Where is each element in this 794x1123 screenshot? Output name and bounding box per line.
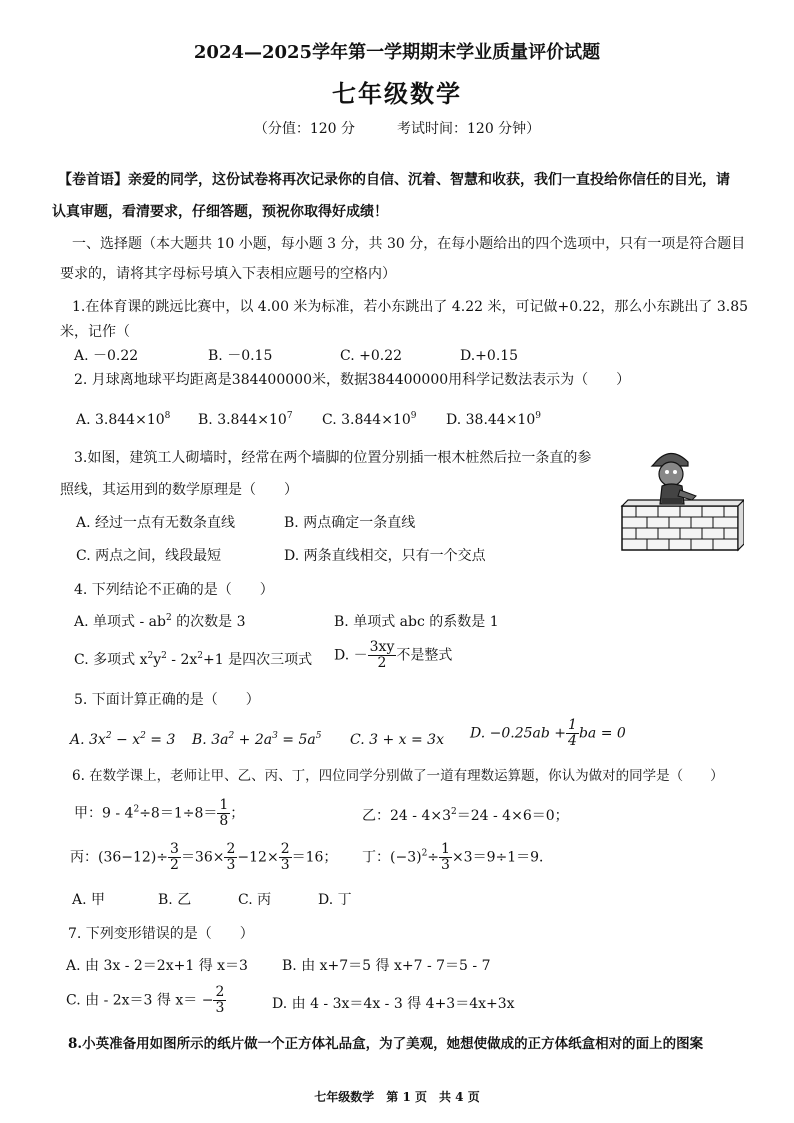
exam-subject: 七年级数学 (332, 79, 462, 108)
q1-stem-line-1: 1.在体育课的跳远比赛中，以 4.00 米为标准，若小东跳出了 4.22 米，可记做+0.22，那么小东跳出了 3.85 (72, 299, 749, 315)
q6-option-d: D. 丁 (318, 892, 352, 908)
q1-option-b: B. －0.15 (208, 348, 273, 364)
q4-option-d: D. － $\frac{3xy}{2}$ 不是整式 (334, 639, 453, 671)
q3-option-b: B. 两点确定一条直线 (284, 515, 416, 531)
section-1-heading: 一、选择题（本大题共 10 小题，每小题 3 分，共 30 分，在每小题给出的四个选项中，只有一项是符合题目 (72, 236, 746, 252)
q2-option-a: A. $3.844\times 10^8$ (76, 411, 171, 428)
exam-info: （分值：120 分 考试时间：120 分钟） (253, 121, 541, 137)
q3-option-d: D. 两条直线相交，只有一个交点 (284, 548, 486, 564)
q7-stem: 7. 下列变形错误的是（ ） (68, 926, 254, 942)
q6-ding: 丁：$(-3)^2\div$ $\frac{1}{3}$ ×3＝9÷1＝9． (362, 841, 554, 873)
q4-stem: 4. 下列结论不正确的是（ ） (74, 582, 274, 598)
q6-option-c: C. 丙 (238, 892, 272, 908)
q3-stem-line-2: 照线，其运用到的数学原理是（ ） (60, 482, 298, 498)
q1-stem-line-2: 米，记作（ (60, 324, 130, 340)
q2-stem: 2. 月球离地球平均距离是384400000米，数据384400000用科学记数法表示为（ ） (74, 372, 631, 388)
q1-option-c: C. +0.22 (340, 348, 403, 364)
exam-title: 2024—2025学年第一学期期末学业质量评价试题 (193, 42, 601, 63)
q4-option-a: A. 单项式 - $ab^2$ 的次数是 3 (74, 613, 246, 630)
q7-option-d: D. 由 4 - 3x＝4x - 3 得 4+3＝4x+3x (272, 996, 515, 1012)
q2-option-b: B. $3.844\times 10^7$ (198, 411, 293, 428)
q4-option-c: C. 多项式 $x^2y^2 - 2x^2+1$ 是四次三项式 (74, 651, 313, 668)
q2-option-c: C. $3.844\times 10^9$ (322, 411, 417, 428)
worker-on-brick-wall-illustration (616, 442, 744, 552)
q7-option-a: A. 由 3x - 2＝2x+1 得 x＝3 (66, 958, 248, 974)
q5-option-a: A. $3x^2 - x^2 = 3$ (70, 731, 176, 748)
q6-jia: 甲：$9 - 4^2\div 8=1\div 8=$ $\frac{1}{8}$ ； (74, 797, 245, 829)
q3-option-c: C. 两点之间，线段最短 (76, 548, 222, 564)
q7-option-b: B. 由 x+7＝5 得 x+7 - 7＝5 - 7 (282, 958, 491, 974)
q3-option-a: A. 经过一点有无数条直线 (76, 515, 236, 531)
q4-option-d-fraction: $\frac{3xy}{2}$ (369, 639, 395, 671)
q7-option-c: C. 由 - 2x＝3 得 x＝ − $\frac{2}{3}$ (66, 984, 225, 1016)
q2-option-d: D. $38.44\times 10^9$ (446, 411, 541, 428)
q1-option-a: A. －0.22 (74, 348, 139, 364)
q3-stem-line-1: 3.如图，建筑工人砌墙时，经常在两个墙脚的位置分别插一根木桩然后拉一条直的参 (74, 450, 592, 466)
q5-stem: 5. 下面计算正确的是（ ） (74, 692, 260, 708)
q6-option-b: B. 乙 (158, 892, 192, 908)
q8-stem-line-1: 8.小英准备用如图所示的纸片做一个正方体礼品盒，为了美观，她想使做成的正方体纸盒相对的面上的图案 (68, 1036, 704, 1052)
q6-yi: 乙：$24 - 4\times 3^2=24 - 4\times 6=0$； (362, 807, 569, 824)
q5-option-d: D. −0.25ab + $\frac{1}{4}$ ba = 0 (470, 717, 626, 749)
q6-bing: 丙：(36−12)÷ $\frac{3}{2}$ ＝36× $\frac{2}{3}$ −12× $\frac{2}{3}$ ＝16； (70, 841, 338, 873)
section-1-note: 要求的，请将其字母标号填入下表相应题号的空格内） (60, 266, 396, 282)
q1-option-d: D.+0.15 (460, 348, 519, 364)
q5-option-b: B. $3a^2 + 2a^3 = 5a^5$ (192, 731, 322, 748)
q5-option-d-fraction: $\frac{1}{4}$ (568, 717, 577, 749)
q6-stem: 6. 在数学课上，老师让甲、乙、丙、丁，四位同学分别做了一道有理数运算题，你认为做对的同学是（ ） (72, 768, 724, 784)
q6-option-a: A. 甲 (72, 892, 106, 908)
q4-option-b: B. 单项式 abc 的系数是 1 (334, 614, 499, 630)
preface-tag: 【卷首语】 (58, 172, 128, 188)
preface-line-2: 认真审题，看清要求，仔细答题，预祝你取得好成绩！ (52, 204, 388, 220)
preface-line-1: 【卷首语】亲爱的同学，这份试卷将再次记录你的自信、沉着、智慧和收获，我们一直投给你信任的目光，请 (58, 172, 730, 188)
q5-option-c: C. 3 + x = 3x (350, 732, 444, 748)
page-footer: 七年级数学 第 1 页 共 4 页 (314, 1090, 480, 1104)
